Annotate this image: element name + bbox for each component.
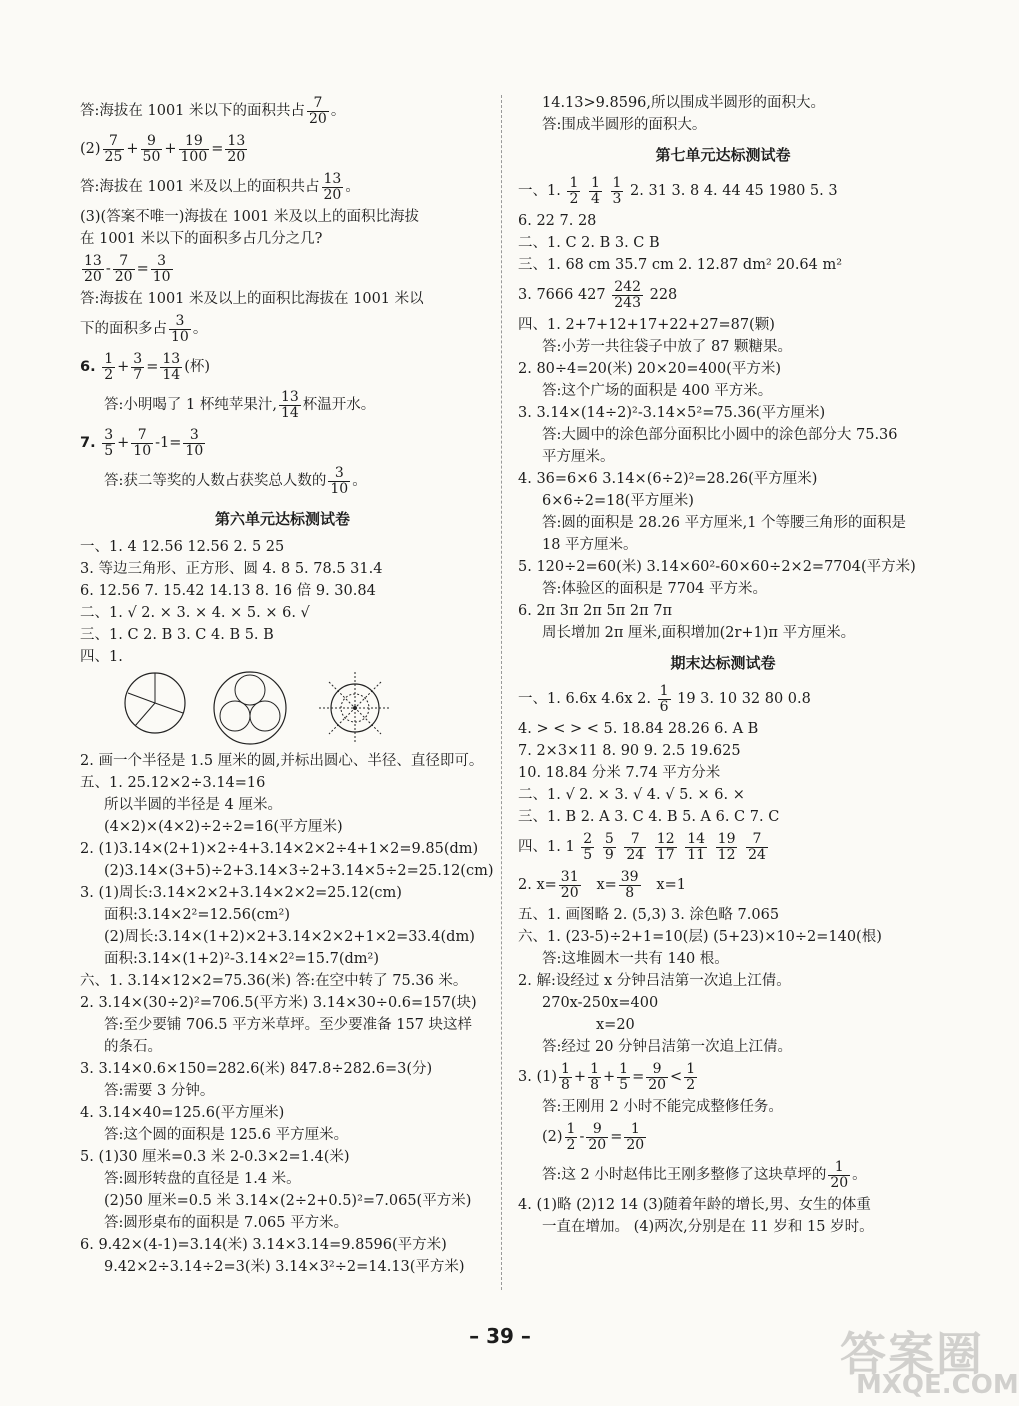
answer-row xyxy=(518,1058,928,1096)
fraction: $\frac{7}{20}$ xyxy=(114,252,133,285)
answer-row: 答:这堆圆木一共有 140 根。 xyxy=(542,951,729,967)
answer-row: 7. 2×3×11 8. 90 9. 2.5 19.625 xyxy=(518,743,741,759)
answer-text: (2) xyxy=(542,1129,563,1145)
answer-text: 答:海拔在 1001 米及以上的面积共占 xyxy=(80,179,320,195)
fraction: $\frac{13}{20}$ xyxy=(323,170,342,203)
answer-row: 二、1. √ 2. × 3. √ 4. √ 5. × 6. × xyxy=(518,787,745,803)
answer-row: 五、1. 25.12×2÷3.14=16 xyxy=(80,775,266,791)
left-column xyxy=(80,92,494,1278)
fraction: $\frac{1}{20}$ xyxy=(830,1158,849,1191)
op: = xyxy=(211,141,224,157)
text-line: 答:海拔在 1001 米及以上的面积比海拔在 1001 米以 xyxy=(80,291,424,307)
fraction: $\frac{12}{17}$ xyxy=(656,830,675,863)
fraction: $\frac{3}{10}$ xyxy=(171,312,189,345)
op: + xyxy=(164,141,177,157)
watermark-logo xyxy=(796,1318,1019,1400)
answer-row: 五、1. 画图略 2. (5,3) 3. 涂色略 7.065 xyxy=(518,907,780,923)
fraction: $\frac{3}{10}$ xyxy=(185,426,204,459)
answer-row: 答:经过 20 分钟吕洁第一次追上江倩。 xyxy=(542,1039,793,1055)
answer-row: 四、1. xyxy=(80,649,123,665)
fraction: $\frac{7}{25}$ xyxy=(104,132,123,165)
watermark-text: 答案圈 xyxy=(840,1327,984,1381)
fraction: $\frac{19}{100}$ xyxy=(180,132,208,165)
text-line: (3)(答案不唯一)海拔在 1001 米及以上的面积比海拔 xyxy=(80,209,419,225)
op: + xyxy=(117,359,130,375)
fraction: $\frac{1}{4}$ xyxy=(590,174,600,207)
fraction: $\frac{7}{24}$ xyxy=(626,830,645,863)
answer-row: 三、1. 68 cm 35.7 cm 2. 12.87 dm² 20.64 m² xyxy=(518,257,843,273)
fraction: $\frac{1}{5}$ xyxy=(619,1060,629,1093)
answer-row: 答:至少要铺 706.5 平方米草坪。至少要准备 157 块这样 xyxy=(104,1017,473,1033)
fraction: $\frac{14}{11}$ xyxy=(687,830,706,863)
answer-row: 6. 12.56 7. 15.42 14.13 8. 16 倍 9. 30.84 xyxy=(80,583,376,599)
column-divider xyxy=(501,95,502,1290)
label: 一、1. xyxy=(518,183,561,199)
answer-row: (2)3.14×(3+5)÷2+3.14×3÷2+3.14×5÷2=25.12(cm) xyxy=(104,863,494,879)
answer-row: 答:圆形桌布的面积是 7.065 平方米。 xyxy=(104,1215,349,1231)
answer-text: 杯温开水。 xyxy=(302,397,376,413)
answer-line xyxy=(80,462,485,500)
answer-row: 3. (1)周长:3.14×2×2+3.14×2×2=25.12(cm) xyxy=(80,885,402,901)
fraction: $\frac{1}{20}$ xyxy=(626,1120,645,1153)
answer-row: 4. (1)略 (2)12 14 (3)随着年龄的增长,男、女生的体重 xyxy=(518,1197,871,1213)
answer-row: 答:需要 3 分钟。 xyxy=(104,1083,215,1099)
answer-row: 4. > < > < 5. 18.84 28.26 6. A B xyxy=(518,721,759,737)
answer-row: (4×2)×(4×2)÷2÷2=16(平方厘米) xyxy=(104,819,343,835)
fraction: $\frac{13}{14}$ xyxy=(280,388,299,421)
answer-row: 2. 画一个半径是 1.5 厘米的圆,并标出圆心、半径、直径即可。 xyxy=(80,753,484,769)
answer-row: 六、1. 3.14×12×2=75.36(米) 答:在空中转了 75.36 米。 xyxy=(80,973,468,989)
fraction: $\frac{1}{2}$ xyxy=(566,1120,576,1153)
three-circles-figure xyxy=(210,668,290,748)
circle-divided-figure xyxy=(120,668,190,738)
answer-row: 四、1. 2+7+12+17+22+27=87(颗) xyxy=(518,317,775,333)
section-title-final: 期末达标测试卷 xyxy=(670,654,776,672)
answer-row: 5. 120÷2=60(米) 3.14×60²-60×60÷2×2=7704(平方米) xyxy=(518,559,916,575)
equation-line xyxy=(80,348,485,386)
answer-row xyxy=(518,1156,928,1194)
answer-row: 5. (1)30 厘米=0.3 米 2-0.3×2=1.4(米) xyxy=(80,1149,350,1165)
answer-row: 答:圆的面积是 28.26 平方厘米,1 个等腰三角形的面积是 xyxy=(542,515,907,531)
op: = xyxy=(136,261,149,277)
answer-row: 6. 22 7. 28 xyxy=(518,213,597,229)
answer-row: 答:王刚用 2 小时不能完成整修任务。 xyxy=(542,1099,783,1115)
answer-row xyxy=(518,1118,928,1156)
fraction: $\frac{7}{24}$ xyxy=(748,830,766,863)
answer-row xyxy=(518,866,928,904)
answer-row: 270x-250x=400 xyxy=(542,995,659,1011)
op: < xyxy=(670,1069,683,1085)
answer-text: 答:海拔在 1001 米以下的面积共占 xyxy=(80,103,306,119)
op: - xyxy=(105,261,111,277)
fraction: $\frac{13}{20}$ xyxy=(227,132,246,165)
fraction: $\frac{3}{5}$ xyxy=(104,426,114,459)
op: - xyxy=(579,1129,585,1145)
answer-row: 一直在增加。 (4)两次,分别是在 11 岁和 15 岁时。 xyxy=(542,1219,874,1235)
punct: 。 xyxy=(852,1167,867,1183)
answer-row: 6. 2π 3π 2π 5π 2π 7π xyxy=(518,603,673,619)
op: + xyxy=(602,1069,616,1085)
answer-row: 答:围成半圆形的面积大。 xyxy=(542,117,707,133)
fraction: $\frac{1}{6}$ xyxy=(659,682,669,715)
fraction: $\frac{39}{8}$ xyxy=(620,868,639,901)
fraction: $\frac{19}{12}$ xyxy=(717,830,736,863)
answer-row: 3. 3.14×(14÷2)²-3.14×5²=75.36(平方厘米) xyxy=(518,405,826,421)
answer-row: 3. 3.14×0.6×150=282.6(米) 847.8÷282.6=3(分) xyxy=(80,1061,433,1077)
answer-row xyxy=(518,276,928,314)
fraction: $\frac{1}{2}$ xyxy=(569,174,579,207)
fraction: $\frac{1}{2}$ xyxy=(104,350,114,383)
answer-row: 答:大圆中的涂色部分面积比小圆中的涂色部分大 75.36 xyxy=(542,427,898,443)
text-line: 在 1001 米以下的面积多占几分之几? xyxy=(80,231,323,247)
answer-text: 3. (1) xyxy=(518,1069,557,1085)
answer-row: 4. 36=6×6 3.14×(6÷2)²=28.26(平方厘米) xyxy=(518,471,818,487)
answer-row: 三、1. B 2. A 3. C 4. B 5. A 6. C 7. C xyxy=(518,809,780,825)
answer-row: 周长增加 2π 厘米,面积增加(2r+1)π 平方厘米。 xyxy=(542,625,856,641)
answer-row: 3. 等边三角形、正方形、圆 4. 8 5. 78.5 31.4 xyxy=(80,561,383,577)
watermark-url: MXQE.COM xyxy=(856,1370,1019,1400)
fraction: $\frac{3}{10}$ xyxy=(330,464,349,497)
fraction: $\frac{1}{2}$ xyxy=(686,1060,696,1093)
answer-text: x=1 xyxy=(656,877,686,893)
answer-text: 3. 7666 427 xyxy=(518,287,606,303)
answer-row: 三、1. C 2. B 3. C 4. B 5. B xyxy=(80,627,274,643)
answer-row: 6. 9.42×(4-1)=3.14(米) 3.14×3.14=9.8596(平方米) xyxy=(80,1237,447,1253)
fraction: $\frac{3}{10}$ xyxy=(152,252,171,285)
fraction: $\frac{9}{50}$ xyxy=(142,132,161,165)
answer-row: 面积:3.14×(1+2)²-3.14×2²=15.7(dm²) xyxy=(104,951,380,967)
answer-row: 答:体验区的面积是 7704 平方米。 xyxy=(542,581,768,597)
fraction: $\frac{5}{9}$ xyxy=(604,830,614,863)
question-number: 6. xyxy=(80,359,96,375)
fraction: $\frac{1}{8}$ xyxy=(590,1060,599,1093)
answer-row: (2)50 厘米=0.5 米 3.14×(2÷2+0.5)²=7.065(平方米) xyxy=(104,1193,472,1209)
answer-row: 2. 80÷4=20(米) 20×20=400(平方米) xyxy=(518,361,781,377)
answer-text: 答:小明喝了 1 杯纯苹果汁, xyxy=(104,397,277,413)
answer-row: 4. 3.14×40=125.6(平方厘米) xyxy=(80,1105,285,1121)
punct: 。 xyxy=(192,321,208,337)
answer-row: 18 平方厘米。 xyxy=(542,537,638,553)
op: = xyxy=(146,359,159,375)
answer-text: 答:这 2 小时赵伟比王刚多整修了这块草坪的 xyxy=(542,1167,827,1183)
label: (2) xyxy=(80,141,101,157)
fraction: $\frac{1}{8}$ xyxy=(560,1060,570,1093)
answer-row: 二、1. C 2. B 3. C B xyxy=(518,235,660,251)
fraction: $\frac{7}{10}$ xyxy=(133,426,152,459)
answer-line xyxy=(80,386,485,424)
answer-text: x= xyxy=(596,877,617,893)
answer-row xyxy=(518,828,928,866)
answer-row: 答:这个圆的面积是 125.6 平方厘米。 xyxy=(104,1127,349,1143)
answer-text: 一、1. 6.6x 4.6x 2. xyxy=(518,691,651,707)
circle-figures xyxy=(80,668,485,750)
answer-text: 2. 31 3. 8 4. 44 45 1980 5. 3 xyxy=(630,183,838,199)
answer-text: 四、1. 1 xyxy=(518,839,575,855)
fraction: $\frac{9}{20}$ xyxy=(588,1120,607,1153)
answer-text: 下的面积多占 xyxy=(80,321,167,337)
fraction: $\frac{242}{243}$ xyxy=(614,278,641,311)
answer-row: 9.42×2÷3.14÷2=3(米) 3.14×3²÷2=14.13(平方米) xyxy=(104,1259,465,1275)
answer-text: 228 xyxy=(649,287,678,303)
answer-row: 6×6÷2=18(平方厘米) xyxy=(542,493,694,509)
right-column xyxy=(518,92,928,1238)
op: -1= xyxy=(155,435,182,451)
unit: (杯) xyxy=(184,359,211,375)
answer-line xyxy=(80,310,485,348)
fraction: $\frac{31}{20}$ xyxy=(560,868,579,901)
answer-row: 二、1. √ 2. × 3. × 4. × 5. × 6. √ xyxy=(80,605,310,621)
answer-row: 2. 解:设经过 x 分钟吕洁第一次追上江倩。 xyxy=(518,973,791,989)
answer-row: 答:小芳一共往袋子中放了 87 颗糖果。 xyxy=(542,339,793,355)
fraction: $\frac{13}{14}$ xyxy=(162,350,181,383)
fraction: $\frac{3}{7}$ xyxy=(133,350,143,383)
answer-row: 一、1. 4 12.56 12.56 2. 5 25 xyxy=(80,539,285,555)
punct: 。 xyxy=(330,103,346,119)
answer-line xyxy=(80,92,485,130)
op: + xyxy=(117,435,130,451)
equation-line xyxy=(80,250,485,288)
section-title-unit7: 第七单元达标测试卷 xyxy=(655,146,791,164)
answer-row: 所以半圆的半径是 4 厘米。 xyxy=(104,797,282,813)
page-number: – 39 – xyxy=(469,1324,531,1348)
answer-row: 答:圆形转盘的直径是 1.4 米。 xyxy=(104,1171,301,1187)
answer-row: 面积:3.14×2²=12.56(cm²) xyxy=(104,907,291,923)
answer-row: (2)周长:3.14×(1+2)×2+3.14×2×2+1×2=33.4(dm) xyxy=(104,929,475,945)
equation-line xyxy=(80,130,485,168)
answer-text: 2. x= xyxy=(518,877,557,893)
answer-row xyxy=(518,680,928,718)
answer-row: 的条石。 xyxy=(104,1039,162,1055)
op: = xyxy=(632,1069,645,1085)
answer-row: 六、1. (23-5)÷2+1=10(层) (5+23)×10÷2=140(根) xyxy=(518,929,882,945)
section-title-unit6: 第六单元达标测试卷 xyxy=(214,510,350,528)
equation-line xyxy=(80,424,485,462)
fraction: $\frac{2}{5}$ xyxy=(583,830,593,863)
question-number: 7. xyxy=(80,435,96,451)
op: + xyxy=(573,1069,587,1085)
answer-text: 19 3. 10 32 80 0.8 xyxy=(677,691,811,707)
fraction: $\frac{13}{20}$ xyxy=(84,252,102,285)
answer-row: x=20 xyxy=(596,1017,635,1033)
answer-row: 10. 18.84 分米 7.74 平方分米 xyxy=(518,765,721,781)
answer-row: 2. 3.14×(30÷2)²=706.5(平方米) 3.14×30÷0.6=157(块) xyxy=(80,995,477,1011)
fraction: $\frac{1}{3}$ xyxy=(612,174,622,207)
fraction: $\frac{7}{20}$ xyxy=(309,94,327,127)
op: + xyxy=(126,141,139,157)
answer-row: 平方厘米。 xyxy=(542,449,615,465)
answer-text: 答:获二等奖的人数占获奖总人数的 xyxy=(104,473,327,489)
answer-row: 14.13>9.8596,所以围成半圆形的面积大。 xyxy=(542,95,826,111)
answer-row: 答:这个广场的面积是 400 平方米。 xyxy=(542,383,773,399)
answer-row: 2. (1)3.14×(2+1)×2÷4+3.14×2×2÷4+1×2=9.85(dm) xyxy=(80,841,479,857)
concentric-circles-figure xyxy=(315,668,395,748)
answer-row xyxy=(518,172,928,210)
answer-line xyxy=(80,168,485,206)
punct: 。 xyxy=(352,473,367,489)
fraction: $\frac{9}{20}$ xyxy=(648,1060,667,1093)
punct: 。 xyxy=(345,179,360,195)
op: = xyxy=(610,1129,623,1145)
